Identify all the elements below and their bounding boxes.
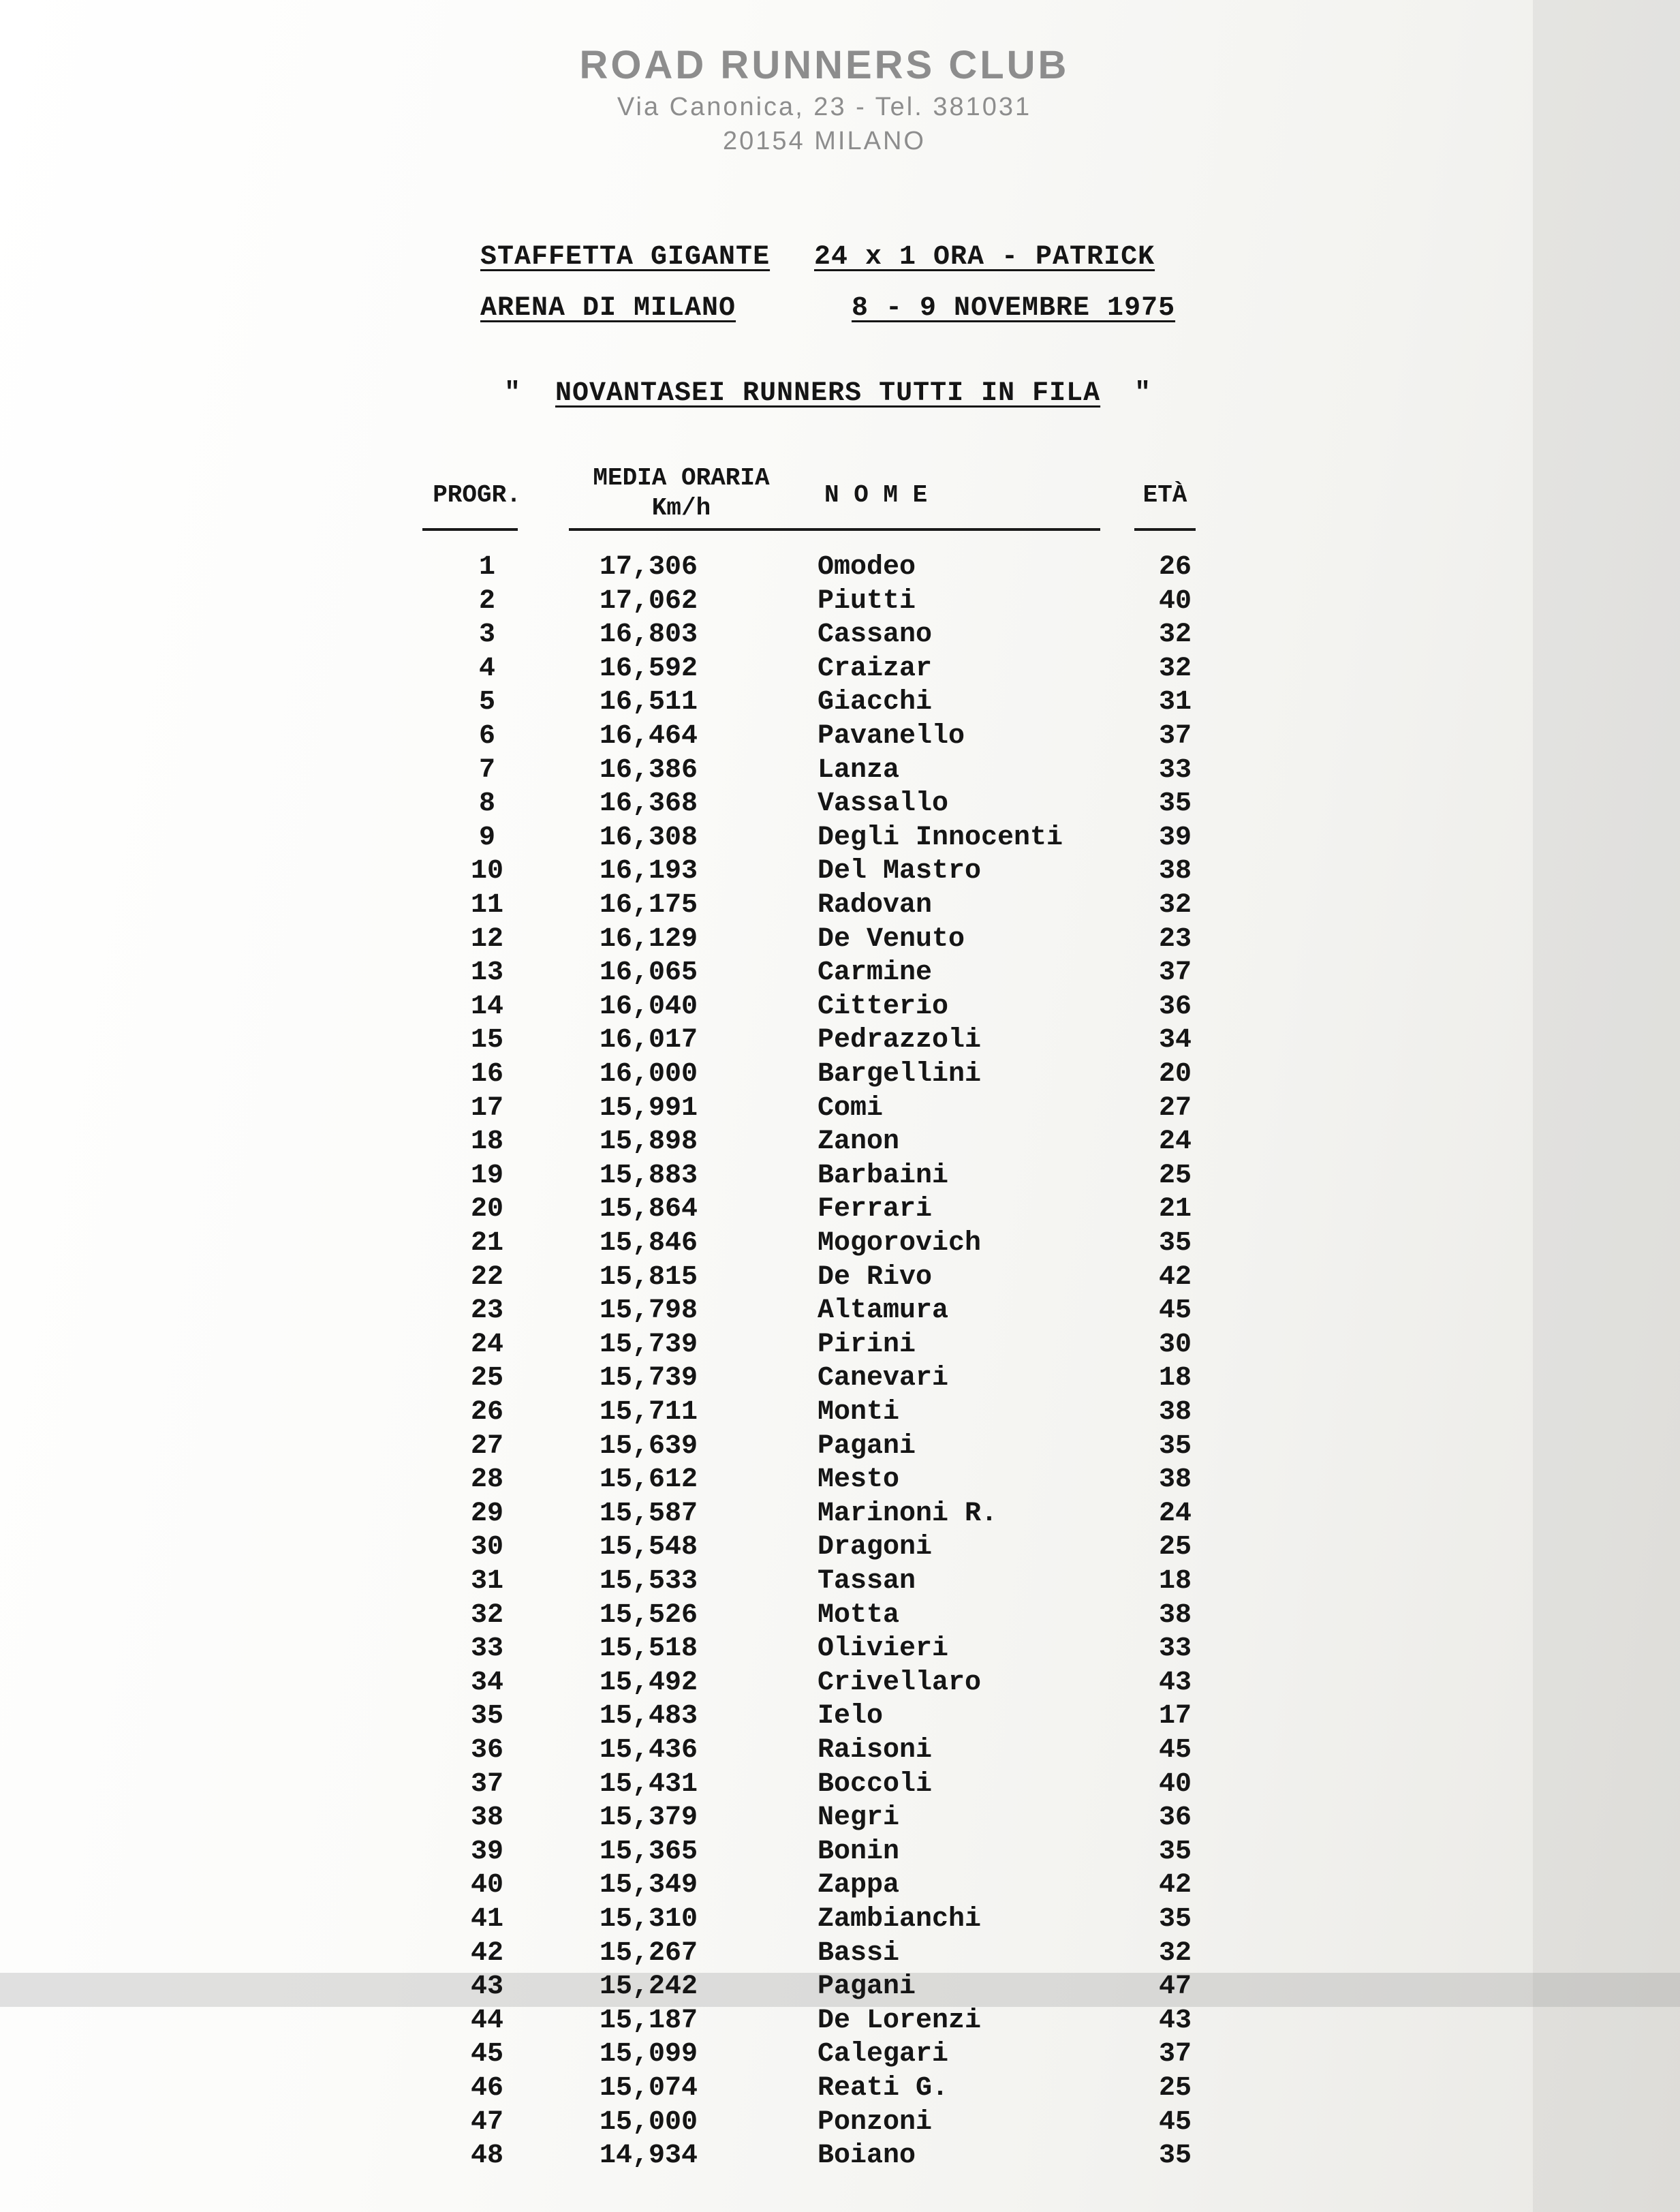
row-progr: 22 — [470, 1261, 503, 1293]
row-progr: 29 — [470, 1498, 503, 1529]
table-row — [0, 1904, 1680, 1938]
row-eta: 32 — [1158, 890, 1192, 921]
table-row — [0, 619, 1680, 654]
row-progr: 33 — [470, 1633, 503, 1665]
row-name: Carmine — [818, 957, 933, 989]
row-media: 16,511 — [600, 687, 698, 718]
row-media: 16,464 — [600, 721, 698, 752]
row-name: Olivieri — [818, 1633, 949, 1665]
subtitle-text: NOVANTASEI RUNNERS TUTTI IN FILA — [555, 378, 1101, 409]
table-row — [0, 1971, 1680, 2006]
row-eta: 35 — [1158, 1904, 1192, 1935]
row-progr: 44 — [470, 2005, 503, 2036]
title-event: STAFFETTA GIGANTE — [480, 242, 771, 273]
table-row — [0, 1668, 1680, 1702]
table-row — [0, 721, 1680, 755]
table-row — [0, 2073, 1680, 2107]
club-address: Via Canonica, 23 - Tel. 381031 — [617, 93, 1032, 121]
row-media: 15,074 — [600, 2073, 698, 2104]
row-eta: 35 — [1158, 1228, 1192, 1259]
row-progr: 42 — [470, 1937, 503, 1969]
row-name: Boiano — [818, 2140, 916, 2172]
title-format: 24 x 1 ORA - PATRICK — [814, 242, 1155, 273]
row-name: Degli Innocenti — [818, 822, 1063, 853]
row-progr: 19 — [470, 1160, 503, 1191]
row-media: 15,349 — [600, 1870, 698, 1901]
row-eta: 37 — [1158, 721, 1192, 752]
row-progr: 34 — [470, 1667, 503, 1698]
row-media: 15,379 — [600, 1802, 698, 1834]
row-progr: 9 — [478, 822, 495, 853]
row-eta: 32 — [1158, 619, 1192, 651]
row-eta: 25 — [1158, 1160, 1192, 1191]
row-name: Zappa — [818, 1870, 900, 1901]
table-row — [0, 1802, 1680, 1837]
col-header-media — [569, 463, 794, 523]
table-row — [0, 1262, 1680, 1296]
row-media: 15,431 — [600, 1768, 698, 1800]
row-eta: 25 — [1158, 2073, 1192, 2104]
row-media: 16,000 — [600, 1059, 698, 1090]
col-rule-eta — [1134, 528, 1196, 531]
row-name: Omodeo — [818, 552, 916, 583]
row-progr: 13 — [470, 957, 503, 989]
row-progr: 21 — [470, 1228, 503, 1259]
row-name: Bassi — [818, 1937, 900, 1969]
row-eta: 47 — [1158, 1971, 1192, 2003]
table-row — [0, 788, 1680, 823]
table-row — [0, 1093, 1680, 1127]
row-eta: 34 — [1158, 1025, 1192, 1056]
table-row — [0, 1532, 1680, 1566]
row-media: 15,739 — [600, 1329, 698, 1360]
row-progr: 14 — [470, 991, 503, 1022]
table-row — [0, 823, 1680, 857]
row-eta: 42 — [1158, 1261, 1192, 1293]
table-row — [0, 2140, 1680, 2175]
row-media: 15,267 — [600, 1937, 698, 1969]
row-name: Motta — [818, 1599, 900, 1631]
row-name: Pavanello — [818, 721, 965, 752]
row-eta: 21 — [1158, 1194, 1192, 1225]
row-eta: 38 — [1158, 1464, 1192, 1496]
row-media: 17,062 — [600, 585, 698, 617]
row-media: 16,386 — [600, 754, 698, 786]
row-progr: 27 — [470, 1430, 503, 1462]
row-name: Mogorovich — [818, 1228, 982, 1259]
row-name: Monti — [818, 1397, 900, 1428]
row-progr: 37 — [470, 1768, 503, 1800]
row-progr: 45 — [470, 2039, 503, 2070]
row-progr: 26 — [470, 1397, 503, 1428]
letterhead-stamp — [545, 41, 1104, 158]
row-eta: 23 — [1158, 923, 1192, 955]
row-progr: 15 — [470, 1025, 503, 1056]
row-eta: 42 — [1158, 1870, 1192, 1901]
col-header-progr: PROGR. — [433, 481, 521, 509]
table-row — [0, 992, 1680, 1026]
row-media: 15,864 — [600, 1194, 698, 1225]
row-media: 14,934 — [600, 2140, 698, 2172]
row-name: Vassallo — [818, 788, 949, 820]
row-eta: 35 — [1158, 788, 1192, 820]
row-media: 16,592 — [600, 653, 698, 684]
row-media: 16,017 — [600, 1025, 698, 1056]
row-name: Giacchi — [818, 687, 933, 718]
row-eta: 43 — [1158, 2005, 1192, 2036]
row-media: 16,368 — [600, 788, 698, 820]
row-eta: 38 — [1158, 856, 1192, 887]
row-progr: 6 — [478, 721, 495, 752]
row-name: Lanza — [818, 754, 900, 786]
row-progr: 36 — [470, 1735, 503, 1766]
table-row — [0, 1938, 1680, 1972]
row-eta: 43 — [1158, 1667, 1192, 1698]
row-progr: 2 — [478, 585, 495, 617]
row-media: 15,815 — [600, 1261, 698, 1293]
row-progr: 25 — [470, 1363, 503, 1394]
row-eta: 24 — [1158, 1126, 1192, 1158]
row-media: 15,187 — [600, 2005, 698, 2036]
row-progr: 7 — [478, 754, 495, 786]
col-rule-progr — [422, 528, 518, 531]
row-media: 15,099 — [600, 2039, 698, 2070]
row-eta: 18 — [1158, 1566, 1192, 1597]
row-media: 15,000 — [600, 2106, 698, 2138]
row-name: Radovan — [818, 890, 933, 921]
row-media: 16,803 — [600, 619, 698, 651]
row-name: Pirini — [818, 1329, 916, 1360]
row-eta: 37 — [1158, 957, 1192, 989]
row-name: Canevari — [818, 1363, 949, 1394]
row-name: Zanon — [818, 1126, 900, 1158]
row-eta: 45 — [1158, 1295, 1192, 1327]
row-name: Barbaini — [818, 1160, 949, 1191]
row-progr: 18 — [470, 1126, 503, 1158]
row-media: 15,533 — [600, 1566, 698, 1597]
row-name: Bonin — [818, 1836, 900, 1867]
row-progr: 10 — [470, 856, 503, 887]
row-eta: 45 — [1158, 2106, 1192, 2138]
row-media: 15,310 — [600, 1904, 698, 1935]
table-row — [0, 1701, 1680, 1735]
row-progr: 11 — [470, 890, 503, 921]
row-name: Dragoni — [818, 1532, 933, 1563]
row-media: 15,526 — [600, 1599, 698, 1631]
row-eta: 35 — [1158, 1836, 1192, 1867]
row-name: De Rivo — [818, 1261, 933, 1293]
row-media: 15,883 — [600, 1160, 698, 1191]
club-name: ROAD RUNNERS CLUB — [579, 43, 1070, 87]
row-name: De Lorenzi — [818, 2005, 982, 2036]
row-progr: 28 — [470, 1464, 503, 1496]
table-row — [0, 957, 1680, 992]
table-row — [0, 1735, 1680, 1769]
table-row — [0, 552, 1680, 586]
row-eta: 35 — [1158, 1430, 1192, 1462]
row-name: Altamura — [818, 1295, 949, 1327]
row-media: 16,129 — [600, 923, 698, 955]
row-eta: 32 — [1158, 653, 1192, 684]
row-name: Del Mastro — [818, 856, 982, 887]
col-rule-media — [569, 528, 794, 531]
row-progr: 17 — [470, 1092, 503, 1124]
table-row — [0, 1194, 1680, 1228]
table-row — [0, 654, 1680, 688]
subtitle: " NOVANTASEI RUNNERS TUTTI IN FILA " — [504, 378, 1152, 409]
table-row — [0, 2006, 1680, 2040]
table-row — [0, 1837, 1680, 1871]
row-name: Calegari — [818, 2039, 949, 2070]
row-eta: 32 — [1158, 1937, 1192, 1969]
row-name: Reati G. — [818, 2073, 949, 2104]
row-name: Cassano — [818, 619, 933, 651]
row-progr: 32 — [470, 1599, 503, 1631]
row-name: Mesto — [818, 1464, 900, 1496]
club-city: 20154 MILANO — [723, 127, 926, 155]
title-venue: ARENA DI MILANO — [480, 293, 736, 324]
col-header-eta: ETÀ — [1142, 481, 1187, 509]
row-media: 17,306 — [600, 552, 698, 583]
row-name: Bargellini — [818, 1059, 982, 1090]
row-media: 16,040 — [600, 991, 698, 1022]
row-eta: 25 — [1158, 1532, 1192, 1563]
row-name: Crivellaro — [818, 1667, 982, 1698]
table-row — [0, 856, 1680, 890]
table-row — [0, 1633, 1680, 1668]
row-progr: 40 — [470, 1870, 503, 1901]
row-progr: 30 — [470, 1532, 503, 1563]
title-date: 8 - 9 NOVEMBRE 1975 — [852, 293, 1176, 324]
table-row — [0, 1025, 1680, 1059]
row-eta: 26 — [1158, 552, 1192, 583]
row-media: 16,308 — [600, 822, 698, 853]
row-eta: 35 — [1158, 2140, 1192, 2172]
row-eta: 40 — [1158, 1768, 1192, 1800]
row-media: 15,365 — [600, 1836, 698, 1867]
row-media: 15,846 — [600, 1228, 698, 1259]
table-row — [0, 1295, 1680, 1330]
row-media: 15,612 — [600, 1464, 698, 1496]
row-name: Negri — [818, 1802, 900, 1834]
table-row — [0, 2039, 1680, 2073]
row-eta: 45 — [1158, 1735, 1192, 1766]
row-eta: 33 — [1158, 1633, 1192, 1665]
table-row — [0, 1059, 1680, 1093]
row-eta: 33 — [1158, 754, 1192, 786]
row-name: Craizar — [818, 653, 933, 684]
table-row — [0, 1870, 1680, 1904]
table-row — [0, 1363, 1680, 1397]
row-media: 15,548 — [600, 1532, 698, 1563]
row-eta: 40 — [1158, 585, 1192, 617]
row-progr: 31 — [470, 1566, 503, 1597]
row-eta: 30 — [1158, 1329, 1192, 1360]
row-name: Ponzoni — [818, 2106, 933, 2138]
row-progr: 46 — [470, 2073, 503, 2104]
row-media: 15,518 — [600, 1633, 698, 1665]
row-progr: 16 — [470, 1059, 503, 1090]
row-name: Pedrazzoli — [818, 1025, 982, 1056]
row-eta: 38 — [1158, 1397, 1192, 1428]
table-row — [0, 755, 1680, 789]
row-progr: 5 — [478, 687, 495, 718]
table-row — [0, 1499, 1680, 1533]
row-media: 15,242 — [600, 1971, 698, 2003]
row-media: 15,587 — [600, 1498, 698, 1529]
table-row — [0, 687, 1680, 721]
col-rule-nome — [794, 528, 1100, 531]
table-row — [0, 2107, 1680, 2141]
table-row — [0, 586, 1680, 620]
col-header-nome: N O M E — [824, 481, 928, 509]
row-eta: 36 — [1158, 1802, 1192, 1834]
row-media: 16,175 — [600, 890, 698, 921]
row-name: Piutti — [818, 585, 916, 617]
row-progr: 41 — [470, 1904, 503, 1935]
row-name: Citterio — [818, 991, 949, 1022]
table-row — [0, 1330, 1680, 1364]
row-progr: 39 — [470, 1836, 503, 1867]
row-progr: 38 — [470, 1802, 503, 1834]
table-row — [0, 1161, 1680, 1195]
row-progr: 8 — [478, 788, 495, 820]
row-progr: 35 — [470, 1701, 503, 1732]
row-eta: 18 — [1158, 1363, 1192, 1394]
row-name: Ielo — [818, 1701, 884, 1732]
row-progr: 48 — [470, 2140, 503, 2172]
row-progr: 4 — [478, 653, 495, 684]
table-row — [0, 1769, 1680, 1803]
row-name: Marinoni R. — [818, 1498, 998, 1529]
table-row — [0, 1397, 1680, 1431]
table-row — [0, 924, 1680, 958]
row-name: Pagani — [818, 1430, 916, 1462]
table-row — [0, 1126, 1680, 1161]
table-row — [0, 1228, 1680, 1262]
row-media: 15,436 — [600, 1735, 698, 1766]
row-progr: 47 — [470, 2106, 503, 2138]
row-media: 15,898 — [600, 1126, 698, 1158]
row-eta: 36 — [1158, 991, 1192, 1022]
row-name: Pagani — [818, 1971, 916, 2003]
row-progr: 23 — [470, 1295, 503, 1327]
row-eta: 24 — [1158, 1498, 1192, 1529]
row-eta: 39 — [1158, 822, 1192, 853]
row-name: Raisoni — [818, 1735, 933, 1766]
row-eta: 27 — [1158, 1092, 1192, 1124]
row-media: 16,065 — [600, 957, 698, 989]
row-name: Boccoli — [818, 1768, 933, 1800]
row-media: 15,711 — [600, 1397, 698, 1428]
row-name: Ferrari — [818, 1194, 933, 1225]
row-progr: 1 — [478, 552, 495, 583]
row-progr: 20 — [470, 1194, 503, 1225]
row-media: 15,991 — [600, 1092, 698, 1124]
col-header-media-line2: Km/h — [651, 494, 711, 522]
row-name: Tassan — [818, 1566, 916, 1597]
row-eta: 31 — [1158, 687, 1192, 718]
row-name: De Venuto — [818, 923, 965, 955]
row-progr: 3 — [478, 619, 495, 651]
row-eta: 20 — [1158, 1059, 1192, 1090]
table-row — [0, 1464, 1680, 1499]
row-name: Zambianchi — [818, 1904, 982, 1935]
row-progr: 12 — [470, 923, 503, 955]
row-progr: 24 — [470, 1329, 503, 1360]
row-name: Comi — [818, 1092, 884, 1124]
row-media: 15,492 — [600, 1667, 698, 1698]
col-header-media-line1: MEDIA ORARIA — [593, 464, 770, 492]
table-row — [0, 1566, 1680, 1600]
row-media: 16,193 — [600, 856, 698, 887]
table-row — [0, 1600, 1680, 1634]
table-row — [0, 1431, 1680, 1465]
row-progr: 43 — [470, 1971, 503, 2003]
row-eta: 38 — [1158, 1599, 1192, 1631]
row-eta: 17 — [1158, 1701, 1192, 1732]
row-media: 15,483 — [600, 1701, 698, 1732]
row-media: 15,739 — [600, 1363, 698, 1394]
row-media: 15,798 — [600, 1295, 698, 1327]
row-eta: 37 — [1158, 2039, 1192, 2070]
row-media: 15,639 — [600, 1430, 698, 1462]
table-row — [0, 890, 1680, 924]
